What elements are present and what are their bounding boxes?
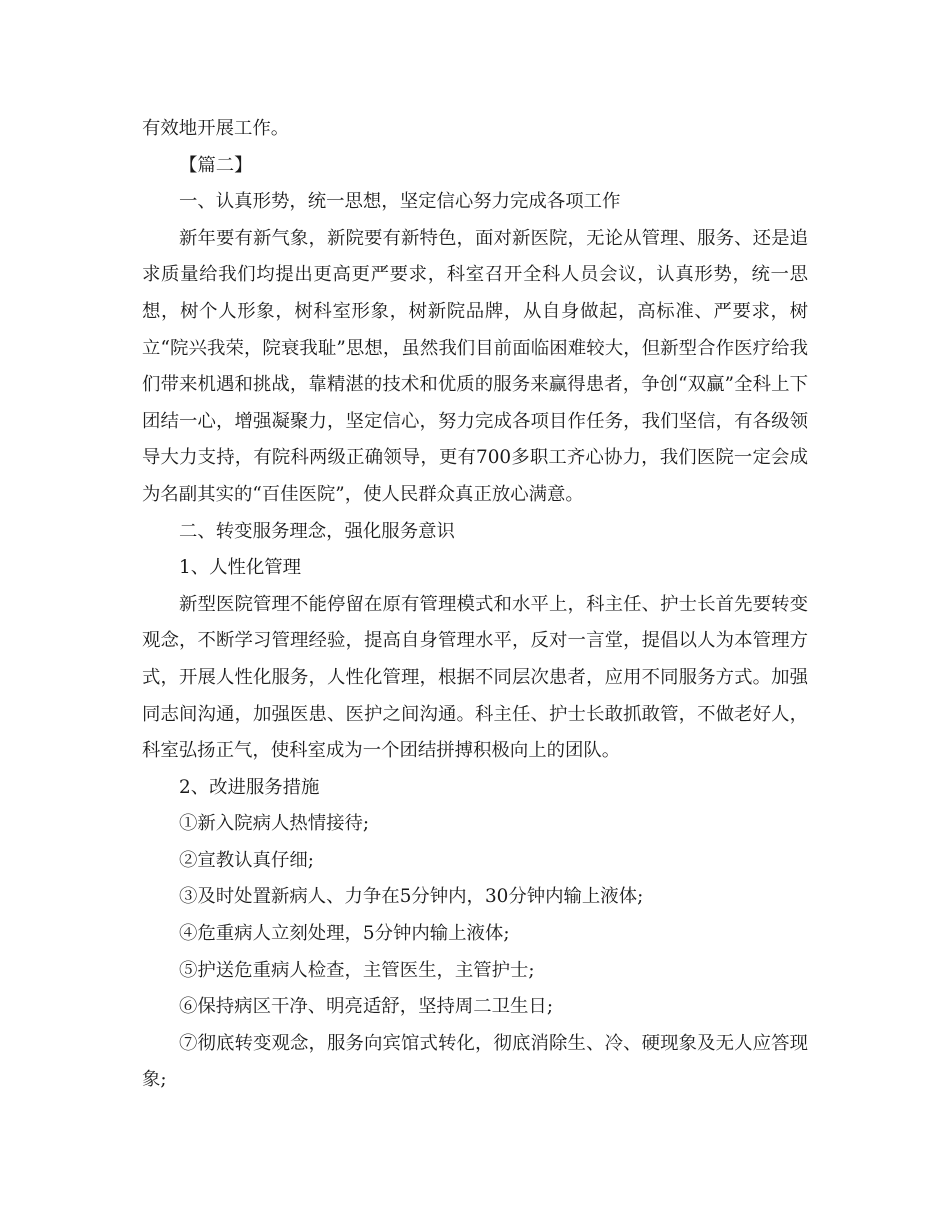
list-item: ④危重病人立刻处理，5分钟内输上液体; [179,923,510,945]
list-item: ⑦彻底转变观念，服务向宾馆式转化，彻底消除生、冷、硬现象及无人应答现象; [142,1032,808,1091]
section-heading-2: 二、转变服务理念，强化服务意识 [179,520,455,542]
list-item: ⑤护送危重病人检查，主管医生，主管护士; [179,959,535,981]
list-item: ①新入院病人热情接待; [179,813,370,835]
paragraph-2: 新型医院管理不能停留在原有管理模式和水平上，科主任、护士长首先要转变观念，不断学习管理经验，提高自身管理水平，反对一言堂，提倡以人为本管理方式，开展人性化服务，人性化管理，根据不同层次患者，应用不同服务方式。加强同志间沟通，加强医患、医护之间沟通。科主任、护士长敢抓敢管，不做老好人，科室弘扬正气，使科室成为一个团结拼搏积极向上的团队。 [142,593,808,762]
subheading-1: 1、人性化管理 [179,557,302,579]
list-item: ⑥保持病区干净、明亮适舒，坚持周二卫生日; [179,996,554,1018]
list-item: ②宣教认真仔细; [179,849,314,871]
continuation-text: 有效地开展工作。 [142,118,290,139]
list-item: ③及时处置新病人、力争在5分钟内，30分钟内输上液体; [179,886,644,908]
document-page [142,111,808,1099]
paragraph-1: 新年要有新气象，新院要有新特色，面对新医院，无论从管理、服务、还是追求质量给我们均提出更高更严要求，科室召开全科人员会议，认真形势，统一思想，树个人形象，树科室形象，树新院品牌，从自身做起，高标准、严要求，树立“院兴我荣，院衰我耻”思想，虽然我们目前面临困难较大，但新型合作医疗给我们带来机遇和挑战，靠精湛的技术和优质的服务来赢得患者，争创“双赢”全科上下团结一心，增强凝聚力，坚定信心，努力完成各项目作任务，我们坚信，有各级领导大力支持，有院科两级正确领导，更有700多职工齐心协力，我们医院一定会成为名副其实的“百佳医院”，使人民群众真正放心满意。 [142,227,808,505]
subheading-2: 2、改进服务措施 [179,776,320,798]
section-marker: 【篇二】 [179,154,253,176]
section-heading-1: 一、认真形势，统一思想，坚定信心努力完成各项工作 [179,191,621,213]
